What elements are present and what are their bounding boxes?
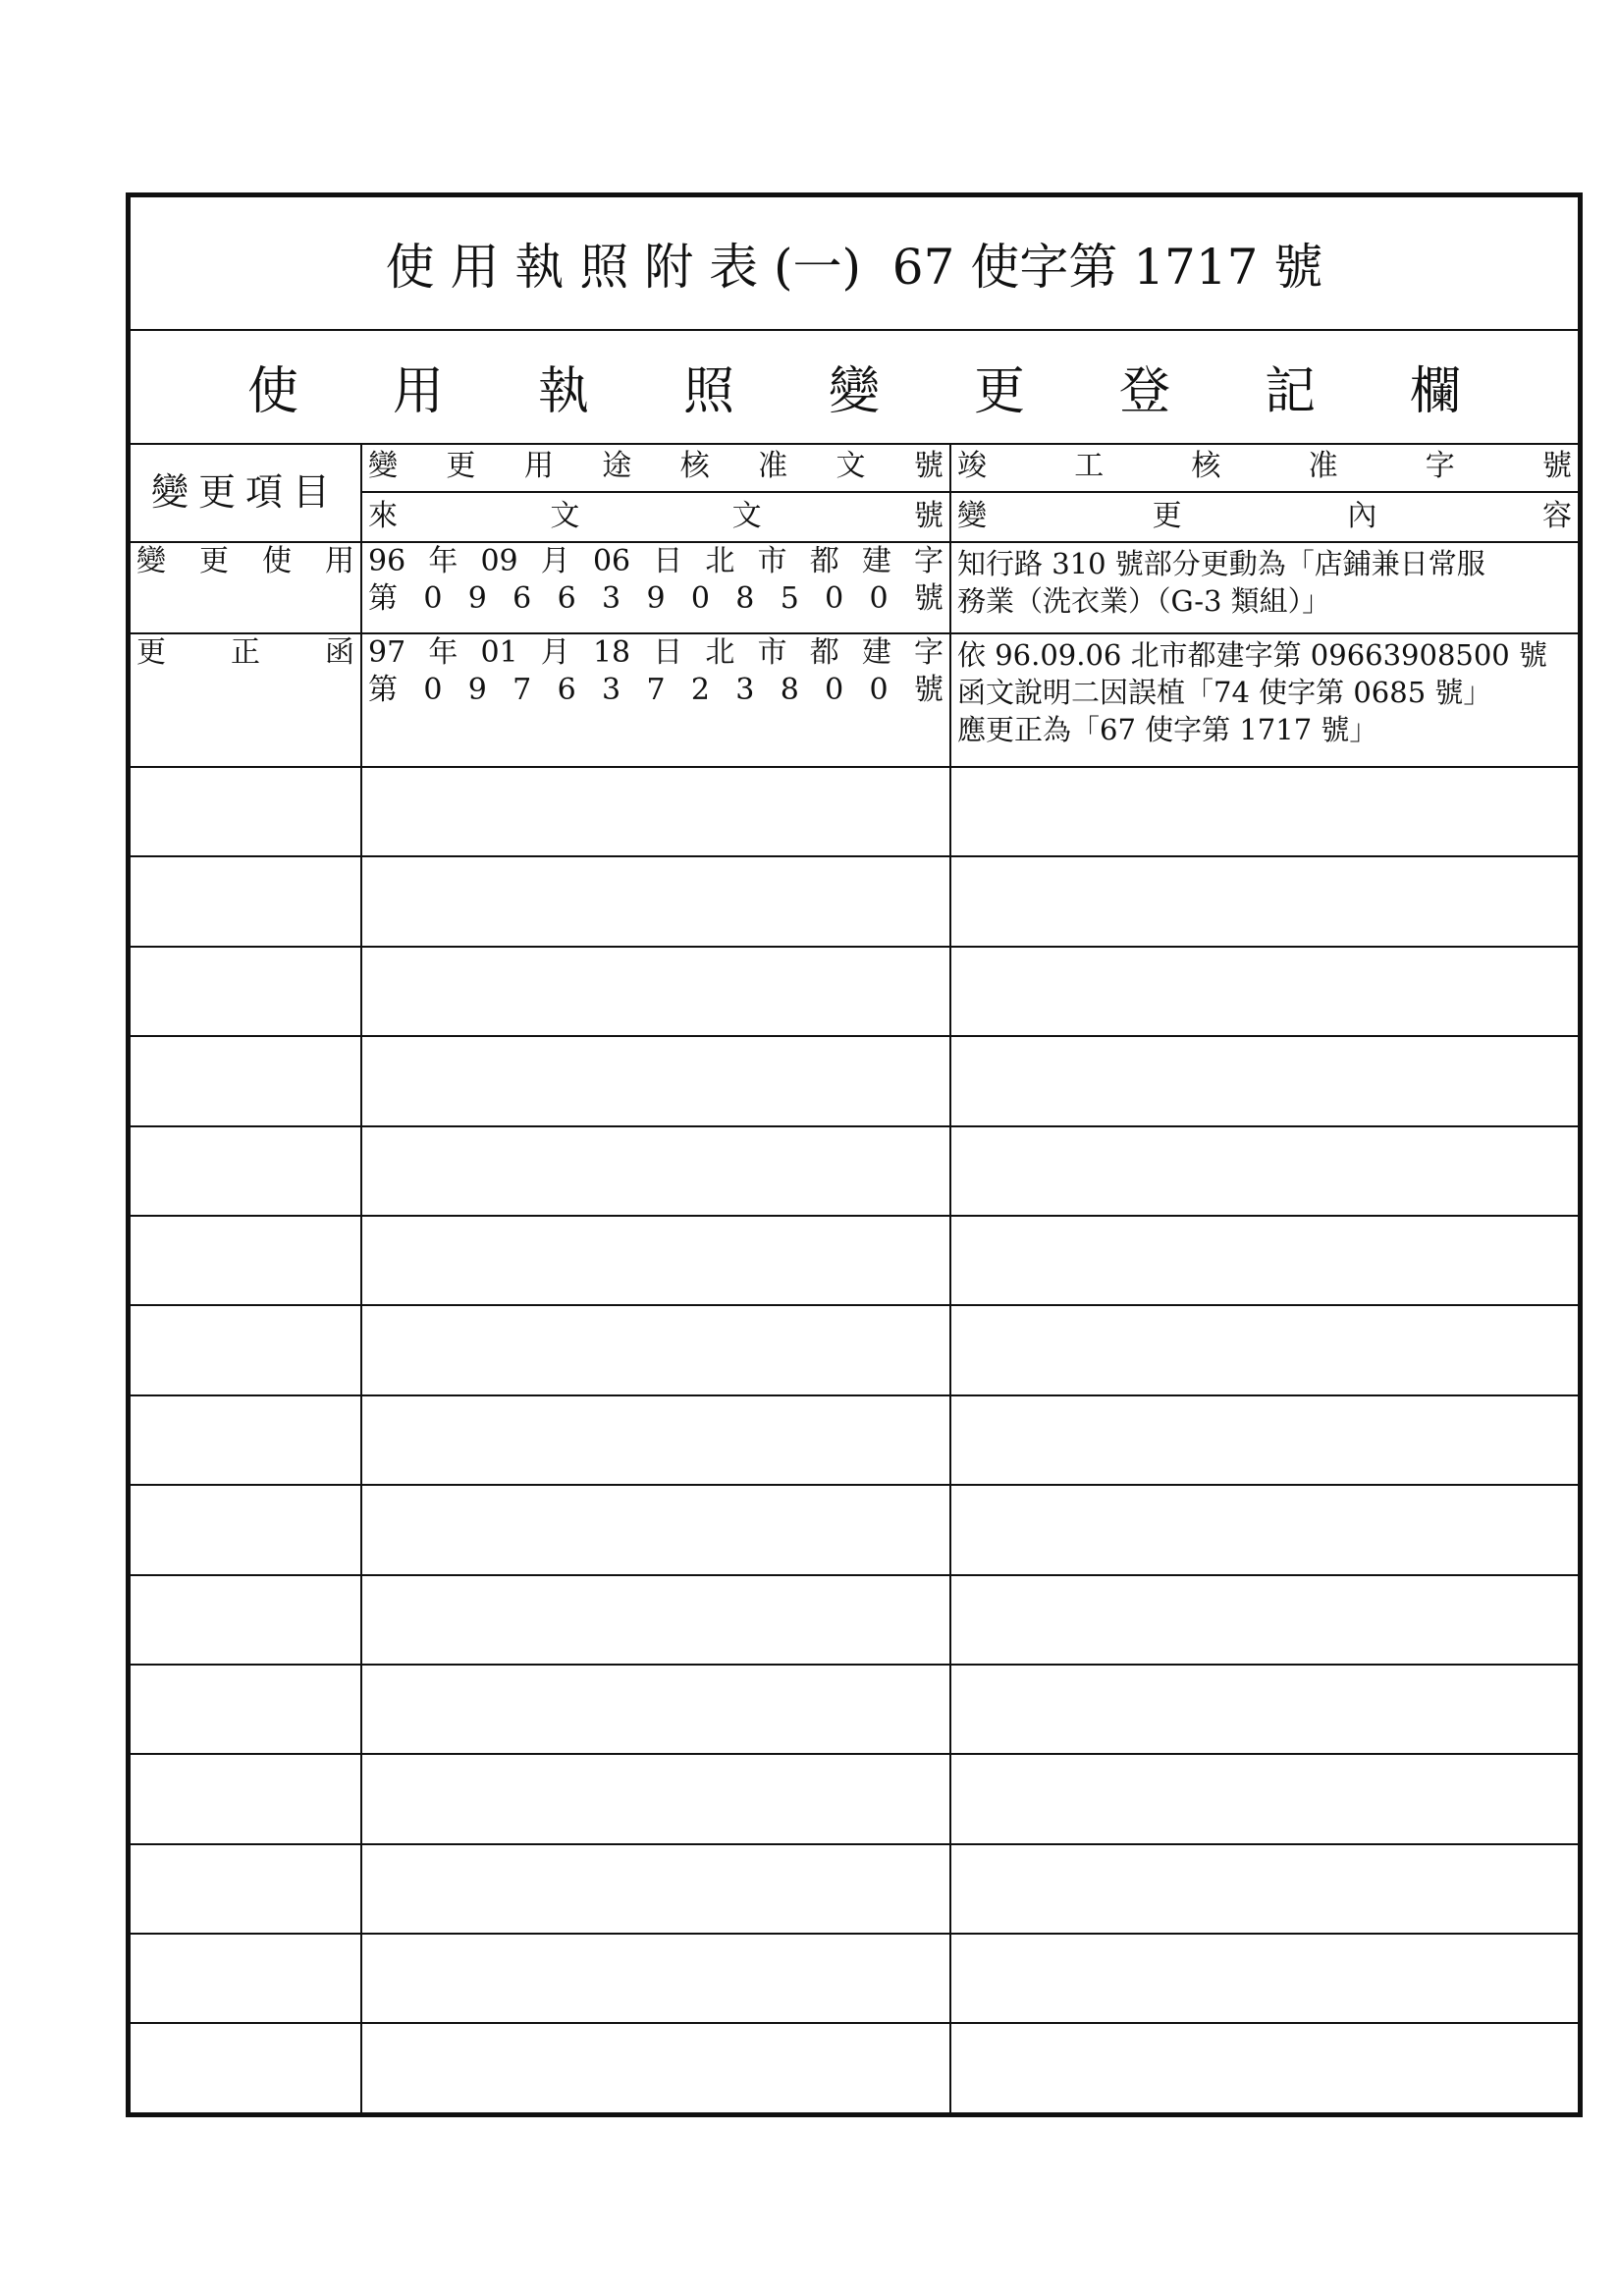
doc-number-token: 9 <box>467 580 487 616</box>
header-char: 變 <box>957 499 987 534</box>
blank-table-row <box>131 767 1578 856</box>
doc-number-token: 日 <box>653 543 683 578</box>
header-approval-doc-no <box>361 443 950 492</box>
header-char: 更 <box>1152 499 1182 534</box>
header-completion-no <box>950 443 1578 492</box>
doc-number-token: 3 <box>602 672 621 707</box>
doc-number-token: 都 <box>809 543 839 578</box>
blank-table-row <box>131 1934 1578 2023</box>
doc-number-token: 北 <box>705 634 735 670</box>
doc-number-token: 7 <box>512 672 532 707</box>
blank-cell <box>361 1844 950 1934</box>
blank-cell <box>131 1844 361 1934</box>
header-char: 字 <box>1425 449 1455 484</box>
blank-cell <box>361 1126 950 1216</box>
doc-number-token: 8 <box>780 672 799 707</box>
header-char: 核 <box>679 449 710 484</box>
blank-cell <box>131 1126 361 1216</box>
doc-number-token: 0 <box>690 580 710 616</box>
blank-table-row <box>131 1665 1578 1754</box>
change-item-cell <box>131 542 361 633</box>
header-char: 工 <box>1074 449 1105 484</box>
blank-cell <box>950 1575 1578 1665</box>
doc-number-token: 字 <box>913 634 944 670</box>
doc-number-token: 0 <box>423 672 443 707</box>
blank-cell <box>131 947 361 1036</box>
doc-number-token: 號 <box>913 672 944 707</box>
document-subtitle <box>131 329 1578 445</box>
blank-cell <box>950 947 1578 1036</box>
blank-cell <box>950 767 1578 856</box>
change-content-cell <box>950 542 1578 633</box>
doc-number-token: 年 <box>428 634 458 670</box>
blank-cell <box>131 1305 361 1394</box>
change-item-char: 變 <box>136 543 166 578</box>
blank-cell <box>950 1485 1578 1574</box>
blank-table-row <box>131 1216 1578 1305</box>
header-char: 文 <box>836 449 866 484</box>
blank-cell <box>361 1216 950 1305</box>
header-char: 用 <box>523 449 554 484</box>
blank-cell <box>950 1216 1578 1305</box>
doc-number-token: 06 <box>592 543 631 578</box>
doc-number-token: 8 <box>735 580 755 616</box>
doc-number-token: 月 <box>540 634 570 670</box>
blank-table-row <box>131 1395 1578 1485</box>
blank-cell <box>361 856 950 946</box>
document-frame <box>126 192 1583 2117</box>
doc-number-token: 0 <box>825 580 844 616</box>
header-char: 號 <box>913 499 944 534</box>
blank-cell <box>131 1036 361 1125</box>
blank-table-row <box>131 1305 1578 1394</box>
table-row <box>131 633 1578 767</box>
doc-number-token: 9 <box>467 672 487 707</box>
header-change-content <box>950 492 1578 542</box>
blank-cell <box>361 1305 950 1394</box>
doc-number-token: 北 <box>705 543 735 578</box>
blank-cell <box>950 1844 1578 1934</box>
blank-cell <box>131 1665 361 1754</box>
blank-cell <box>950 1665 1578 1754</box>
change-content-line: 知行路 310 號部分更動為「店鋪兼日常服 <box>957 546 1485 580</box>
blank-cell <box>950 1934 1578 2023</box>
blank-cell <box>131 1754 361 1843</box>
document-title: 使 用 執 照 附 表 (一) 67 使字第 1717 號 <box>131 197 1578 331</box>
change-content-line: 務業（洗衣業）（G-3 類組）」 <box>957 583 1331 618</box>
blank-cell <box>950 1395 1578 1485</box>
doc-number-cell <box>361 542 950 633</box>
header-char: 准 <box>1308 449 1338 484</box>
doc-number-token: 01 <box>480 634 518 670</box>
header-char: 准 <box>758 449 788 484</box>
blank-cell <box>361 1754 950 1843</box>
change-item-char: 更 <box>136 634 166 670</box>
blank-cell <box>361 1395 950 1485</box>
doc-number-token: 第 <box>368 580 398 616</box>
blank-cell <box>950 1754 1578 1843</box>
blank-cell <box>950 2023 1578 2112</box>
header-char: 號 <box>1541 449 1572 484</box>
doc-number-token: 第 <box>368 672 398 707</box>
doc-number-token: 日 <box>653 634 683 670</box>
blank-table-row <box>131 856 1578 946</box>
doc-number-token: 7 <box>646 672 666 707</box>
doc-number-token: 6 <box>557 672 576 707</box>
blank-cell <box>361 1036 950 1125</box>
doc-number-token: 3 <box>602 580 621 616</box>
doc-number-token: 96 <box>368 543 406 578</box>
blank-cell <box>361 2023 950 2112</box>
blank-cell <box>131 767 361 856</box>
change-item-cell <box>131 633 361 767</box>
table-row <box>131 542 1578 633</box>
change-content-cell <box>950 633 1578 767</box>
change-item-char: 使 <box>262 543 292 578</box>
blank-table-row <box>131 1036 1578 1125</box>
doc-number-token: 市 <box>757 634 787 670</box>
blank-cell <box>131 1934 361 2023</box>
blank-cell <box>361 947 950 1036</box>
doc-number-token: 建 <box>861 634 891 670</box>
doc-number-token: 號 <box>913 580 944 616</box>
doc-number-token: 3 <box>735 672 755 707</box>
doc-number-token: 6 <box>557 580 576 616</box>
blank-cell <box>950 856 1578 946</box>
blank-cell <box>131 1575 361 1665</box>
header-char: 容 <box>1541 499 1572 534</box>
doc-number-token: 0 <box>423 580 443 616</box>
blank-cell <box>950 1305 1578 1394</box>
doc-number-token: 18 <box>592 634 631 670</box>
change-register-table <box>131 443 1578 2112</box>
blank-cell <box>131 856 361 946</box>
blank-cell <box>131 1485 361 1574</box>
change-content-line: 應更正為「67 使字第 1717 號」 <box>957 712 1378 746</box>
blank-table-row <box>131 1575 1578 1665</box>
blank-table-row <box>131 1754 1578 1843</box>
blank-cell <box>131 1395 361 1485</box>
doc-number-token: 97 <box>368 634 406 670</box>
blank-cell <box>361 1934 950 2023</box>
doc-number-token: 5 <box>780 580 799 616</box>
doc-number-token: 建 <box>861 543 891 578</box>
change-item-char: 函 <box>325 634 354 670</box>
header-char: 來 <box>368 499 398 534</box>
doc-number-token: 都 <box>809 634 839 670</box>
blank-cell <box>361 1665 950 1754</box>
doc-number-cell <box>361 633 950 767</box>
blank-table-row <box>131 1126 1578 1216</box>
header-char: 內 <box>1347 499 1377 534</box>
blank-table-row <box>131 2023 1578 2112</box>
header-char: 文 <box>550 499 580 534</box>
header-incoming-doc-no <box>361 492 950 542</box>
blank-cell <box>361 1485 950 1574</box>
blank-cell <box>131 1216 361 1305</box>
change-content-line: 依 96.09.06 北市都建字第 09663908500 號 <box>957 637 1547 672</box>
header-char: 更 <box>446 449 476 484</box>
blank-table-row <box>131 1844 1578 1934</box>
blank-cell <box>361 767 950 856</box>
blank-cell <box>361 1575 950 1665</box>
doc-number-token: 09 <box>480 543 518 578</box>
change-item-char: 更 <box>199 543 229 578</box>
doc-number-token: 年 <box>428 543 458 578</box>
header-char: 變 <box>368 449 398 484</box>
blank-table-row <box>131 947 1578 1036</box>
doc-number-token: 9 <box>646 580 666 616</box>
blank-table-row <box>131 1485 1578 1574</box>
header-char: 核 <box>1191 449 1221 484</box>
doc-number-token: 6 <box>512 580 532 616</box>
doc-number-token: 字 <box>913 543 944 578</box>
blank-cell <box>131 2023 361 2112</box>
blank-cell <box>950 1036 1578 1125</box>
change-content-line: 函文說明二因誤植「74 使字第 0685 號」 <box>957 675 1492 709</box>
doc-number-token: 0 <box>869 580 889 616</box>
doc-number-token: 2 <box>690 672 710 707</box>
doc-number-token: 0 <box>825 672 844 707</box>
header-char: 竣 <box>957 449 987 484</box>
header-char: 途 <box>602 449 632 484</box>
subtitle-text: 使用執照變更登記欄 <box>246 361 1555 421</box>
doc-number-token: 月 <box>540 543 570 578</box>
doc-number-token: 市 <box>757 543 787 578</box>
change-item-char: 正 <box>231 634 260 670</box>
header-change-item: 變更項目 <box>131 443 361 542</box>
change-item-char: 用 <box>325 543 354 578</box>
header-char: 號 <box>913 449 944 484</box>
doc-number-token: 0 <box>869 672 889 707</box>
blank-cell <box>950 1126 1578 1216</box>
header-char: 文 <box>731 499 762 534</box>
